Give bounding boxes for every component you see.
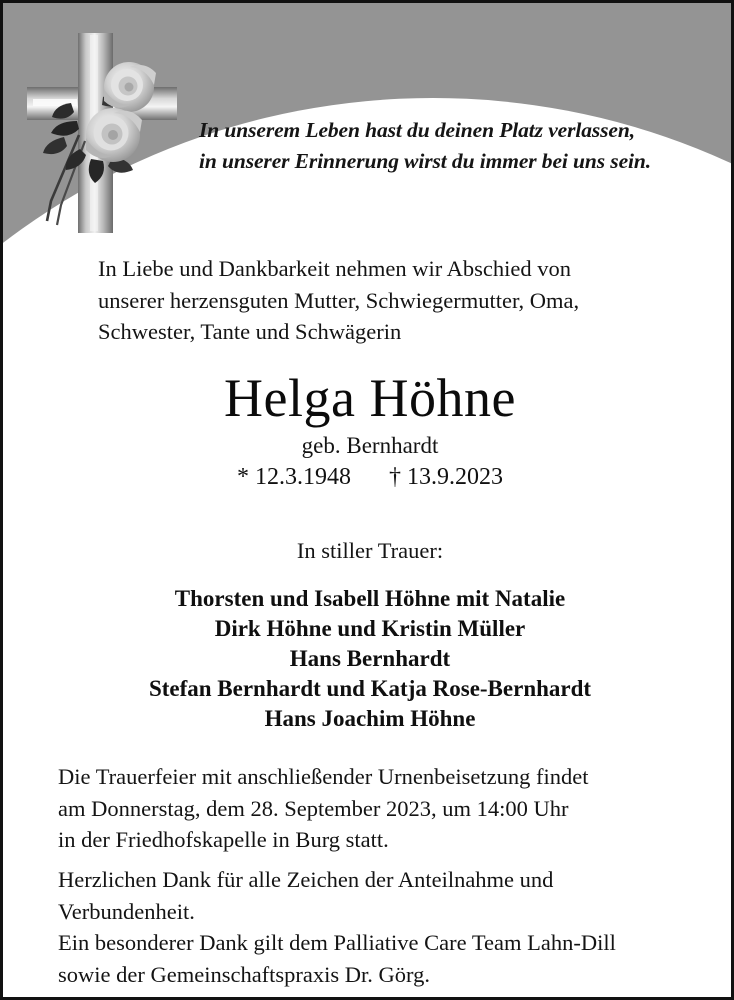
cross-with-roses-icon bbox=[17, 25, 187, 240]
deceased-name: Helga Höhne bbox=[224, 368, 516, 428]
intro-line: unserer herzensguten Mutter, Schwiegermutter, Oma, bbox=[98, 287, 580, 313]
death-date: 13.9.2023 bbox=[407, 464, 503, 490]
verse-line: in unserer Erinnerung wirst du immer bei uns sein. bbox=[199, 149, 652, 173]
thanks-line: sowie der Gemeinschaftspraxis Dr. Görg. bbox=[58, 961, 430, 987]
intro-paragraph bbox=[98, 253, 678, 348]
mourner-line: Hans Joachim Höhne bbox=[264, 706, 476, 731]
service-line: am Donnerstag, dem 28. September 2023, um 14:00 Uhr bbox=[58, 795, 569, 821]
deceased-block bbox=[3, 368, 734, 492]
thanks-line: Verbundenheit. bbox=[58, 898, 195, 924]
service-details bbox=[58, 761, 698, 856]
thanks-paragraph bbox=[58, 864, 698, 990]
mourner-line: Hans Bernhardt bbox=[289, 646, 451, 671]
maiden-name: geb. Bernhardt bbox=[301, 433, 439, 458]
mourners-list bbox=[3, 584, 734, 734]
intro-line: In Liebe und Dankbarkeit nehmen wir Abschied von bbox=[98, 256, 571, 281]
mourner-line: Thorsten und Isabell Höhne mit Natalie bbox=[174, 586, 566, 611]
mourner-line: Stefan Bernhardt und Katja Rose-Bernhardt bbox=[148, 676, 592, 701]
mourners-heading: In stiller Trauer: bbox=[296, 538, 444, 563]
thanks-line: Herzlichen Dank für alle Zeichen der Anteilnahme und bbox=[58, 867, 554, 892]
thanks-line: Ein besonderer Dank gilt dem Palliative Care Team Lahn-Dill bbox=[58, 930, 616, 955]
intro-line: Schwester, Tante und Schwägerin bbox=[98, 319, 402, 344]
mourner-line: Dirk Höhne und Kristin Müller bbox=[214, 616, 526, 641]
service-line: in der Friedhofskapelle in Burg statt. bbox=[58, 827, 389, 852]
service-line: Die Trauerfeier mit anschließender Urnenbeisetzung findet bbox=[58, 764, 589, 789]
death-symbol: † bbox=[389, 464, 401, 490]
birth-symbol: * bbox=[237, 464, 249, 490]
life-dates bbox=[3, 462, 734, 492]
verse-line: In unserem Leben hast du deinen Platz verlassen, bbox=[199, 118, 635, 142]
memorial-verse bbox=[199, 115, 709, 177]
birth-date: 12.3.1948 bbox=[255, 464, 351, 490]
